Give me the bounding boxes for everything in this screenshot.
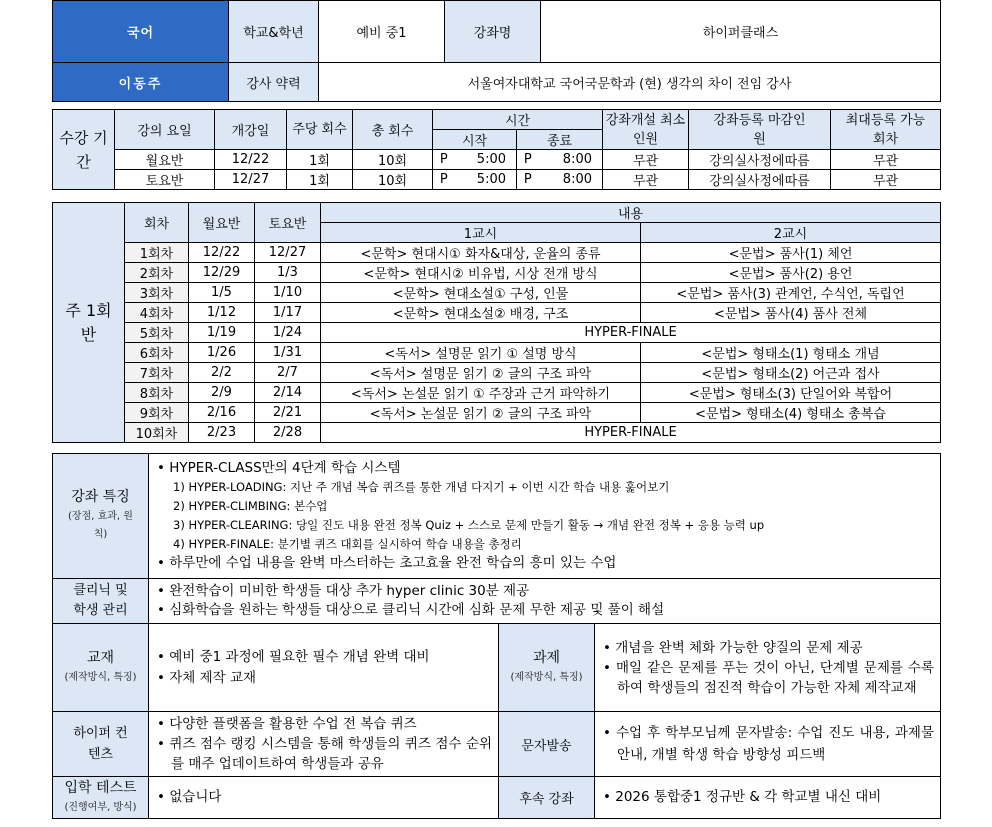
session: 4회차: [125, 303, 189, 323]
profile-label: 강사 약력: [229, 63, 319, 102]
mon-date: 1/19: [189, 323, 255, 343]
period1: <문학> 현대시① 화자&대상, 운율의 종류: [321, 243, 641, 263]
finale-merged: HYPER-FINALE: [321, 323, 941, 343]
homework-item: • 개념을 완벽 체화 가능한 양질의 문제 제공: [603, 639, 863, 656]
period1: <문학> 현대시② 비유법, 시상 전개 방식: [321, 263, 641, 283]
start-date: 12/22: [215, 150, 287, 170]
followup-label: 후속 강좌: [499, 777, 595, 819]
mon-date: 2/9: [189, 383, 255, 403]
sms-content: [595, 712, 941, 777]
textbook-item: • 예비 중1 과정에 필요한 필수 개념 완벽 대비: [157, 648, 430, 665]
features-content: [149, 454, 941, 579]
features-main: • HYPER-CLASS만의 4단계 학습 시스템: [157, 460, 401, 476]
curriculum-row: [53, 403, 941, 423]
period1: <문학> 현대소설② 배경, 구조: [321, 303, 641, 323]
homework-content: [595, 624, 941, 712]
period1: <문학> 현대소설① 구성, 인물: [321, 283, 641, 303]
h-time-start: 시작: [433, 130, 517, 150]
curriculum-row: [53, 383, 941, 403]
h-deadline: 강좌등록 마감인원: [689, 110, 831, 150]
course-value: 하이퍼클래스: [541, 1, 941, 63]
h-period1: 1교시: [321, 223, 641, 243]
session: 9회차: [125, 403, 189, 423]
day: 월요반: [115, 150, 215, 170]
period2: <문법> 형태소(4) 형태소 총복습: [641, 403, 941, 423]
features-sub: 4) HYPER-FINALE: 분기별 퀴즈 대회를 실시하여 학습 내용을 총정리: [173, 537, 522, 551]
mon-date: 2/16: [189, 403, 255, 423]
period2: <문법> 품사(4) 품사 전체: [641, 303, 941, 323]
entrance-text: • 없습니다: [157, 789, 222, 805]
h-min: 강좌개설 최소인원: [603, 110, 689, 150]
total: 10회: [353, 150, 433, 170]
h-time: 시간: [433, 110, 603, 130]
entrance-label: 입학 테스트 (진행여부, 방식): [53, 777, 149, 819]
period1: <독서> 설명문 읽기 ① 설명 방식: [321, 343, 641, 363]
h-start-date: 개강일: [215, 110, 287, 150]
sat-date: 2/28: [255, 423, 321, 443]
h-sat: 토요반: [255, 203, 321, 243]
finale-merged: HYPER-FINALE: [321, 423, 941, 443]
followup-text: • 2026 통합중1 정규반 & 각 학교별 내신 대비: [603, 789, 882, 805]
h-max: 최대등록 가능회차: [831, 110, 941, 150]
ampm-start: P: [433, 170, 455, 190]
features-table: [52, 453, 941, 819]
features-last: • 하루만에 수업 내용을 완벽 마스터하는 초고효율 완전 학습의 흥미 있는 수업: [157, 555, 617, 571]
curriculum-row: [53, 283, 941, 303]
sms-text: • 수업 후 학부모님께 문자발송: 수업 진도 내용, 과제물 안내, 개별 학생 학습 방향성 피드백: [603, 725, 935, 763]
start-date: 12/27: [215, 170, 287, 190]
school-value: 예비 중1: [319, 1, 445, 63]
entrance-content: [149, 777, 499, 819]
period2: <문법> 품사(1) 체언: [641, 243, 941, 263]
curriculum-row: [53, 263, 941, 283]
mon-date: 2/23: [189, 423, 255, 443]
clinic-label: 클리닉 및 학생 관리: [53, 579, 149, 624]
period2: <문법> 형태소(2) 어근과 접사: [641, 363, 941, 383]
sat-date: 1/17: [255, 303, 321, 323]
features-label: 강좌 특징 (장점, 효과, 원칙): [53, 454, 149, 579]
homework-item: • 매일 같은 문제를 푸는 것이 아닌, 단계별 문제를 수록하여 학생들의 점진적 학습이 가능한 자체 제작교재: [603, 659, 935, 696]
features-sub: 2) HYPER-CLIMBING: 본수업: [173, 499, 328, 513]
h-total: 총 회수: [353, 110, 433, 150]
h-content: 내용: [321, 203, 941, 223]
session: 5회차: [125, 323, 189, 343]
sat-date: 1/3: [255, 263, 321, 283]
profile-value: 서울여자대학교 국어국문학과 (현) 생각의 차이 전임 강사: [319, 63, 941, 102]
hyper-item: • 다양한 플랫폼을 활용한 수업 전 복습 퀴즈: [157, 716, 417, 732]
h-session: 회차: [125, 203, 189, 243]
mon-date: 12/29: [189, 263, 255, 283]
sat-date: 2/14: [255, 383, 321, 403]
sat-date: 1/10: [255, 283, 321, 303]
mon-date: 1/12: [189, 303, 255, 323]
max-sessions: 무관: [831, 150, 941, 170]
schedule-block-label: 수강 기간: [53, 110, 115, 190]
mon-date: 2/2: [189, 363, 255, 383]
sat-date: 12/27: [255, 243, 321, 263]
sat-date: 2/7: [255, 363, 321, 383]
h-weekly: 주당 회수: [287, 110, 353, 150]
clinic-content: [149, 579, 941, 624]
period1: <독서> 설명문 읽기 ② 글의 구조 파악: [321, 363, 641, 383]
period2: <문법> 형태소(3) 단일어와 복합어: [641, 383, 941, 403]
header-table: [52, 0, 941, 102]
hyper-label: 하이퍼 컨텐츠: [53, 712, 149, 777]
min-people: 무관: [603, 150, 689, 170]
time-end: 8:00: [539, 170, 603, 190]
course-label: 강좌명: [445, 1, 541, 63]
day: 토요반: [115, 170, 215, 190]
sms-label: 문자발송: [499, 712, 595, 777]
deadline-people: 강의실사정에따름: [689, 150, 831, 170]
curriculum-row: [53, 363, 941, 383]
sat-date: 1/24: [255, 323, 321, 343]
schedule-row: [53, 150, 941, 170]
session: 10회차: [125, 423, 189, 443]
session: 3회차: [125, 283, 189, 303]
features-sub: 1) HYPER-LOADING: 지난 주 개념 복습 퀴즈를 통한 개념 다지기 + 이번 시간 학습 내용 훑어보기: [173, 480, 670, 494]
followup-content: [595, 777, 941, 819]
teacher-name: 이동주: [53, 63, 229, 102]
ampm-start: P: [433, 150, 455, 170]
mon-date: 1/5: [189, 283, 255, 303]
session: 7회차: [125, 363, 189, 383]
homework-label: 과제 (제작방식, 특징): [499, 624, 595, 712]
curriculum-table: [52, 202, 941, 443]
curriculum-block-label: 주 1회반: [53, 203, 125, 443]
session: 8회차: [125, 383, 189, 403]
curriculum-row: [53, 423, 941, 443]
clinic-item: • 완전학습이 미비한 학생들 대상 추가 hyper clinic 30분 제공: [157, 583, 530, 599]
sat-date: 2/21: [255, 403, 321, 423]
schedule-table: [52, 109, 941, 190]
subject-title: 국어: [53, 1, 229, 63]
h-mon: 월요반: [189, 203, 255, 243]
textbook-content: [149, 624, 499, 712]
schedule-row: [53, 170, 941, 190]
period2: <문법> 품사(3) 관계언, 수식언, 독립언: [641, 283, 941, 303]
textbook-item: • 자체 제작 교재: [157, 669, 257, 686]
total: 10회: [353, 170, 433, 190]
ampm-end: P: [517, 150, 539, 170]
curriculum-row: [53, 343, 941, 363]
time-end: 8:00: [539, 150, 603, 170]
ampm-end: P: [517, 170, 539, 190]
max-sessions: 무관: [831, 170, 941, 190]
weekly: 1회: [287, 150, 353, 170]
period2: <문법> 품사(2) 용언: [641, 263, 941, 283]
sat-date: 1/31: [255, 343, 321, 363]
deadline-people: 강의실사정에따름: [689, 170, 831, 190]
curriculum-row: [53, 303, 941, 323]
time-start: 5:00: [455, 150, 517, 170]
session: 2회차: [125, 263, 189, 283]
time-start: 5:00: [455, 170, 517, 190]
curriculum-row: [53, 323, 941, 343]
textbook-label: 교재 (제작방식, 특징): [53, 624, 149, 712]
hyper-item: • 퀴즈 점수 랭킹 시스템을 통해 학생들의 퀴즈 점수 순위를 매주 업데이트하여 학생들과 공유: [157, 736, 492, 772]
school-label: 학교&학년: [229, 1, 319, 63]
weekly: 1회: [287, 170, 353, 190]
period1: <독서> 논설문 읽기 ② 글의 구조 파악: [321, 403, 641, 423]
h-time-end: 종료: [517, 130, 603, 150]
min-people: 무관: [603, 170, 689, 190]
clinic-item: • 심화학습을 원하는 학생들 대상으로 클리닉 시간에 심화 문제 무한 제공 및 풀이 해설: [157, 602, 665, 618]
curriculum-row: [53, 243, 941, 263]
period2: <문법> 형태소(1) 형태소 개념: [641, 343, 941, 363]
mon-date: 12/22: [189, 243, 255, 263]
h-period2: 2교시: [641, 223, 941, 243]
features-sub: 3) HYPER-CLEARING: 당일 진도 내용 완전 정복 Quiz + 스스로 문제 만들기 활동 → 개념 완전 정복 + 응용 능력 up: [173, 518, 765, 532]
hyper-content: [149, 712, 499, 777]
session: 1회차: [125, 243, 189, 263]
period1: <독서> 논설문 읽기 ① 주장과 근거 파악하기: [321, 383, 641, 403]
mon-date: 1/26: [189, 343, 255, 363]
session: 6회차: [125, 343, 189, 363]
h-day: 강의 요일: [115, 110, 215, 150]
